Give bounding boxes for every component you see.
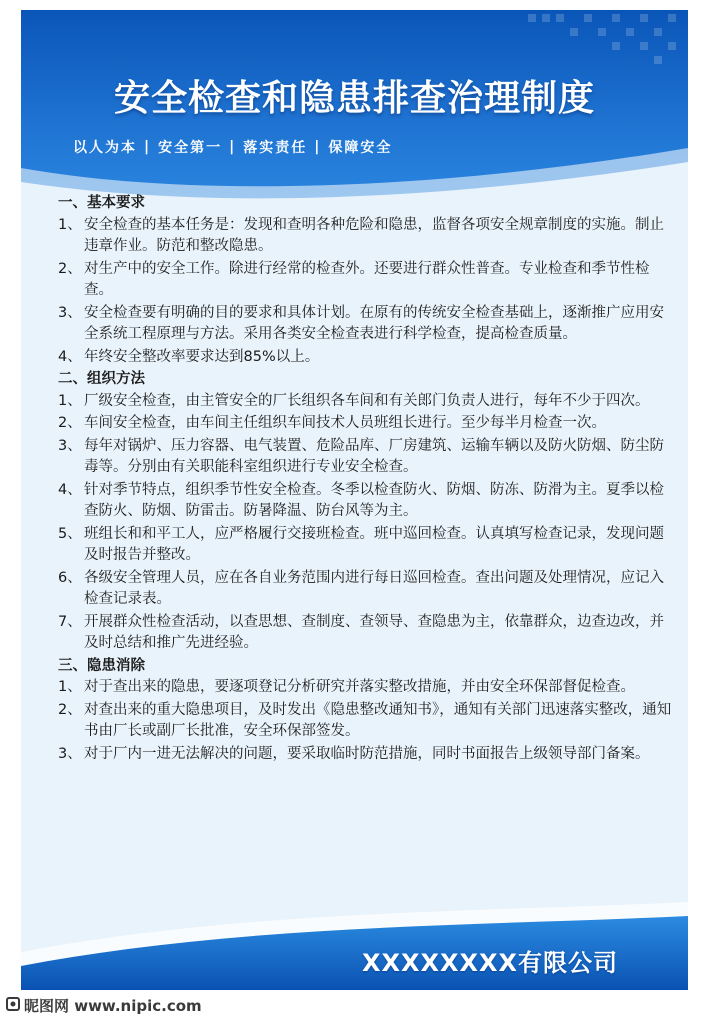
item-number: 6、 <box>58 569 82 586</box>
regulation-body <box>58 193 673 766</box>
item-number: 1、 <box>58 216 82 233</box>
section-heading: 三、隐患消除 <box>58 657 145 674</box>
item-text: 车间安全检查，由车间主任组织车间技术人员班组长进行。至少每半月检查一次。 <box>84 415 606 431</box>
item-text: 各级安全管理人员，应在各自业务范围内进行每日巡回检查。查出问题及处理情况，应记入检查记录表。 <box>84 569 664 607</box>
slogan-item: 保障安全 <box>328 140 393 156</box>
page-title: 安全检查和隐患排查治理制度 <box>113 78 595 119</box>
list-item <box>58 347 673 369</box>
list-item <box>58 259 673 302</box>
list-item <box>58 744 673 766</box>
list-item <box>58 524 673 567</box>
item-text: 安全检查的基本任务是：发现和查明各种危险和隐患，监督各项安全规章制度的实施。制止违章作业。防范和整改隐患。 <box>84 216 664 254</box>
slogan-separator: | <box>144 139 152 155</box>
section-heading: 一、基本要求 <box>58 195 145 211</box>
section-hazard-elimination <box>58 656 673 766</box>
item-number: 5、 <box>58 525 82 542</box>
item-number: 3、 <box>58 437 82 454</box>
list-item <box>58 215 673 258</box>
company-name: XXXXXXXX有限公司 <box>361 949 618 977</box>
slogan-separator: | <box>229 139 237 155</box>
slogan-item: 安全第一 <box>158 140 223 156</box>
item-text: 年终安全整改率要求达到85%以上。 <box>84 348 320 365</box>
item-number: 7、 <box>58 613 82 630</box>
list-item <box>58 700 673 743</box>
poster <box>21 10 688 990</box>
list-item <box>58 391 673 413</box>
slogan-separator: | <box>314 139 322 155</box>
item-number: 2、 <box>58 701 82 718</box>
watermark-id: ID:10733131 NO:20211030094142016105 <box>495 997 699 1008</box>
item-number: 2、 <box>58 260 82 277</box>
item-number: 3、 <box>58 304 82 321</box>
item-text: 对生产中的安全工作。除进行经常的检查外。还要进行群众性普查。专业检查和季节性检查。 <box>84 260 650 298</box>
list-item <box>58 303 673 346</box>
slogan-item: 落实责任 <box>243 140 308 156</box>
slogan-bar <box>73 137 392 157</box>
item-text: 对于查出来的隐患，要逐项登记分析研究并落实整改措施，并由安全环保部督促检查。 <box>84 679 635 695</box>
item-text: 对查出来的重大隐患项目，及时发出《隐患整改通知书》，通知有关部门迅速落实整改，通知书由厂长或副厂长批准，安全环保部签发。 <box>84 701 672 739</box>
item-number: 1、 <box>58 679 82 695</box>
item-text: 每年对锅炉、压力容器、电气装置、危险品库、厂房建筑、运输车辆以及防火防烟、防尘防毒等。分别由有关职能科室组织进行专业安全检查。 <box>84 437 664 475</box>
watermark-logo <box>6 995 202 1016</box>
item-text: 对于厂内一进无法解决的问题，要采取临时防范措施，同时书面报告上级领导部门备案。 <box>84 745 650 762</box>
item-number: 2、 <box>58 415 82 431</box>
item-number: 4、 <box>58 348 82 365</box>
watermark-logo-text: 昵图网 www.nipic.com <box>24 997 202 1015</box>
item-number: 4、 <box>58 481 82 498</box>
section-heading: 二、组织方法 <box>58 371 145 387</box>
item-text: 开展群众性检查活动，以查思想、查制度、查领导、查隐患为主，依靠群众，边查边改，并及时总结和推广先进经验。 <box>84 613 664 651</box>
item-text: 厂级安全检查，由主管安全的厂长组织各车间和有关郎门负责人进行，每年不少于四次。 <box>84 392 650 409</box>
section-basic-requirements <box>58 193 673 368</box>
list-item <box>58 677 673 699</box>
item-text: 针对季节特点，组织季节性安全检查。冬季以检查防火、防烟、防冻、防滑为主。夏季以检查防火、防烟、防雷击。防暑降温、防台风等为主。 <box>84 481 664 519</box>
slogan-item: 以人为本 <box>73 140 137 156</box>
item-number: 3、 <box>58 745 82 762</box>
list-item <box>58 413 673 435</box>
item-text: 安全检查要有明确的目的要求和具体计划。在原有的传统安全检查基础上，逐渐推广应用安全系统工程原理与方法。采用各类安全检查表进行科学检查，提高检查质量。 <box>84 304 664 342</box>
item-number: 1、 <box>58 392 82 409</box>
nipic-logo-icon <box>6 997 20 1015</box>
list-item <box>58 436 673 479</box>
list-item <box>58 568 673 611</box>
list-item <box>58 612 673 655</box>
item-text: 班组长和和平工人，应严格履行交接班检查。班中巡回检查。认真填写检查记录，发现问题及时报告并整改。 <box>84 525 664 563</box>
section-organization-methods <box>58 369 673 655</box>
decorative-squares <box>488 10 688 70</box>
list-item <box>58 480 673 523</box>
